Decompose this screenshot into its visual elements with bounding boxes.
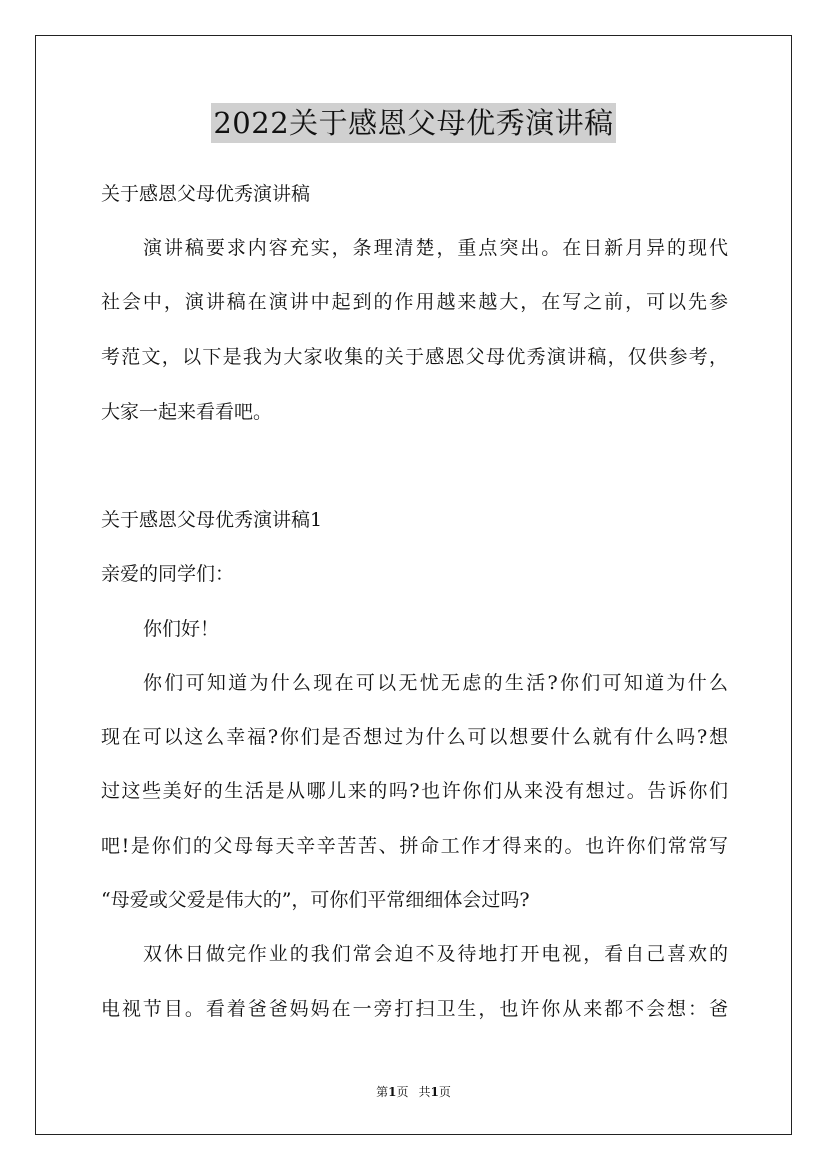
page-total: 1 xyxy=(430,1085,439,1099)
salutation: 亲爱的同学们： xyxy=(101,563,235,585)
paragraph2-line-2: 电视节目。看着爸爸妈妈在一旁打扫卫生，也许你从来都不会想：爸 xyxy=(101,998,728,1020)
document-title: 2022关于感恩父母优秀演讲稿 xyxy=(211,103,615,143)
page-current: 1 xyxy=(388,1085,397,1099)
intro-line-3: 考范文，以下是我为大家收集的关于感恩父母优秀演讲稿，仅供参考， xyxy=(101,346,728,368)
paragraph1-line-2: 现在可以这么幸福?你们是否想过为什么可以想要什么就有什么吗?想 xyxy=(101,726,728,748)
section-heading: 关于感恩父母优秀演讲稿1 xyxy=(101,509,323,531)
page-suffix: 页 xyxy=(396,1085,409,1099)
greeting: 你们好！ xyxy=(143,618,220,640)
paragraph2-line-1: 双休日做完作业的我们常会迫不及待地打开电视，看自己喜欢的 xyxy=(143,943,728,965)
page-footer xyxy=(0,1084,827,1100)
intro-line-1: 演讲稿要求内容充实，条理清楚，重点突出。在日新月异的现代 xyxy=(143,237,728,259)
document-subtitle: 关于感恩父母优秀演讲稿 xyxy=(101,183,311,205)
paragraph1-line-5: “母爱或父爱是伟大的”，可你们平常细细体会过吗? xyxy=(101,889,530,911)
page-prefix: 第 xyxy=(376,1085,389,1099)
intro-line-4: 大家一起来看看吧。 xyxy=(101,401,273,423)
title-container xyxy=(0,103,827,143)
intro-line-2: 社会中，演讲稿在演讲中起到的作用越来越大，在写之前，可以先参 xyxy=(101,291,728,313)
total-suffix: 页 xyxy=(438,1085,451,1099)
paragraph1-line-4: 吧!是你们的父母每天辛辛苦苦、拼命工作才得来的。也许你们常常写 xyxy=(101,835,728,857)
paragraph1-line-1: 你们可知道为什么现在可以无忧无虑的生活?你们可知道为什么 xyxy=(143,672,728,694)
paragraph1-line-3: 过这些美好的生活是从哪儿来的吗?也许你们从来没有想过。告诉你们 xyxy=(101,780,728,802)
total-prefix: 共 xyxy=(418,1085,431,1099)
